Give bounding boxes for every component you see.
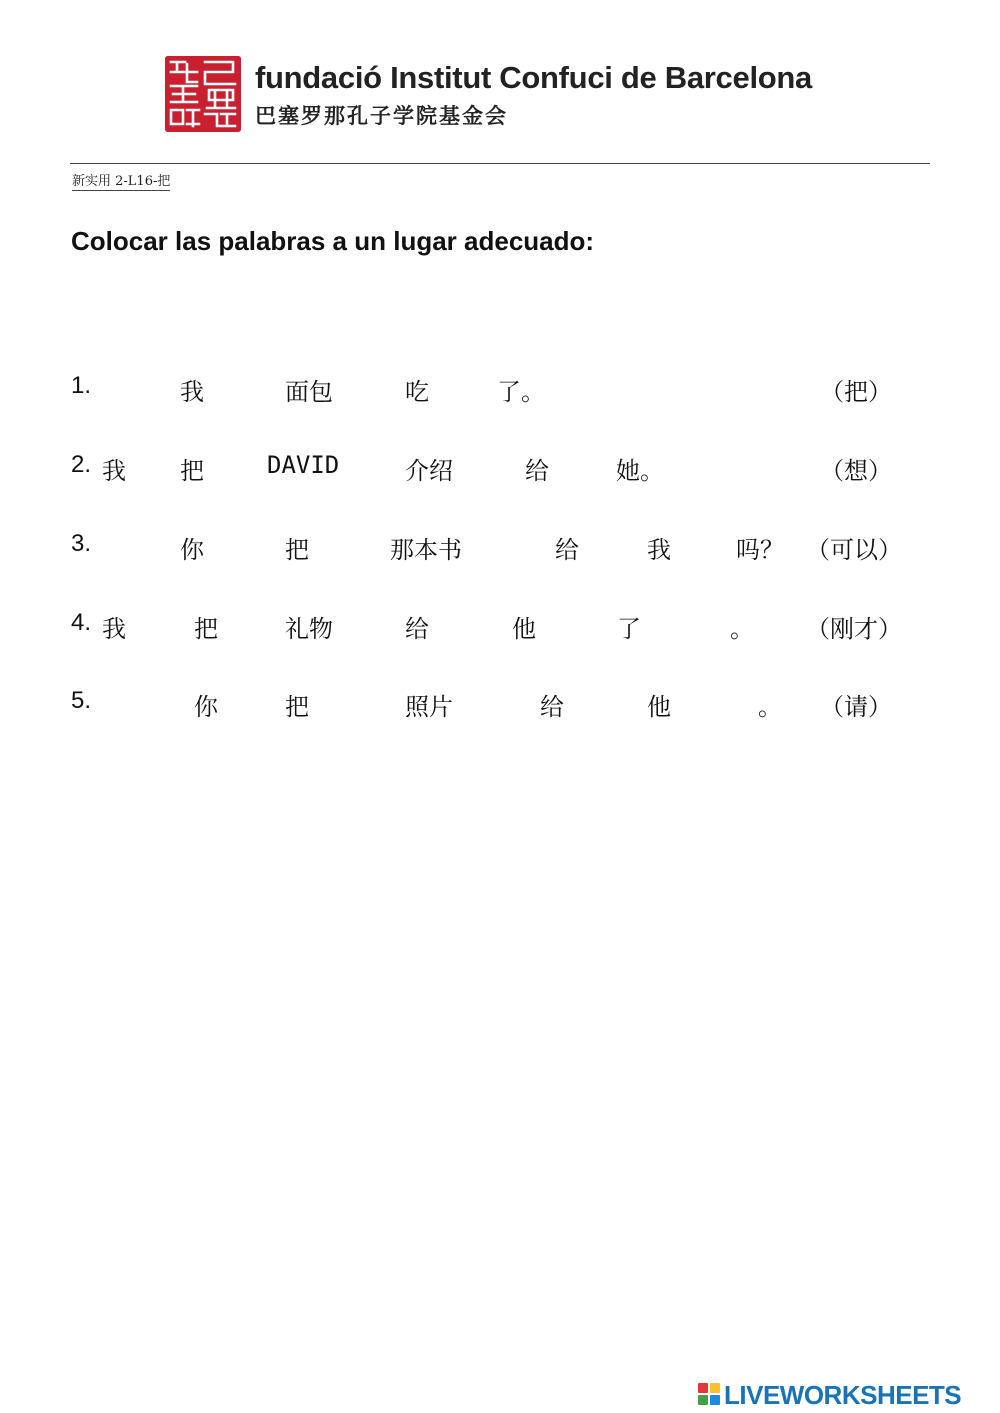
exercise-number: 4. (71, 609, 92, 636)
liveworksheets-badge-icon (698, 1383, 720, 1405)
exercise-number: 1. (71, 372, 92, 399)
word-token: 吗？ (736, 536, 784, 564)
exercise-number: 3. (71, 530, 92, 557)
exercise-row-3 (0, 530, 1000, 570)
word-token: 了。 (497, 378, 545, 406)
hint-word: （可以） (806, 536, 902, 564)
exercise-row-2 (0, 451, 1000, 491)
word-token: 他 (512, 615, 536, 643)
org-name: fundació Institut Confuci de Barcelona (255, 60, 812, 95)
hint-word: （想） (820, 457, 892, 485)
exercise-row-5 (0, 687, 1000, 727)
word-token: 他 (647, 693, 671, 721)
exercise-row-4 (0, 609, 1000, 649)
exercise-number: 5. (71, 687, 92, 714)
word-token: 给 (405, 615, 429, 643)
exercise-number: 2. (71, 451, 92, 478)
word-token: 那本书 (390, 536, 462, 564)
word-token: 给 (525, 457, 549, 485)
word-token: 把 (194, 615, 218, 643)
hint-word: （刚才） (806, 615, 902, 643)
word-token: 把 (285, 536, 309, 564)
word-token: 介绍 (405, 457, 453, 485)
word-token: DAVID (267, 451, 340, 479)
word-token: 。 (730, 615, 754, 643)
header-divider (70, 163, 930, 164)
word-token: 照片 (405, 693, 453, 721)
org-name-chinese: 巴塞罗那孔子学院基金会 (255, 103, 508, 128)
word-token: 我 (647, 536, 671, 564)
institute-seal-logo (165, 56, 241, 132)
word-token: 吃 (405, 378, 429, 406)
hint-word: （请） (820, 693, 892, 721)
word-token: 我 (102, 615, 126, 643)
word-token: 你 (180, 536, 204, 564)
word-token: 把 (285, 693, 309, 721)
word-token: 面包 (285, 378, 333, 406)
word-token: 。 (758, 693, 782, 721)
word-token: 了 (617, 615, 641, 643)
instruction-heading: Colocar las palabras a un lugar adecuado: (71, 226, 595, 256)
liveworksheets-brand: LIVEWORKSHEETS (724, 1380, 962, 1410)
word-token: 我 (180, 378, 204, 406)
word-token: 我 (102, 457, 126, 485)
word-token: 礼物 (285, 615, 333, 643)
word-token: 你 (194, 693, 218, 721)
exercise-row-1 (0, 372, 1000, 412)
word-token: 把 (180, 457, 204, 485)
hint-word: （把） (820, 378, 892, 406)
word-token: 给 (555, 536, 579, 564)
course-code: 新实用 2-L16-把 (72, 170, 170, 191)
word-token: 她。 (616, 457, 664, 485)
word-token: 给 (540, 693, 564, 721)
